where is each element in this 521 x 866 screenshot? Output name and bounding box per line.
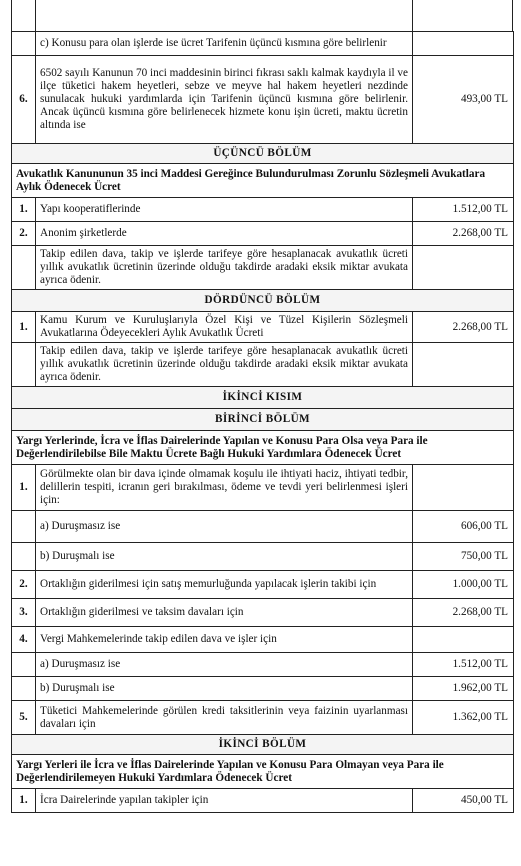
table-row — [12, 627, 514, 653]
part-heading: İKİNCİ KISIM — [12, 387, 514, 409]
row-text: Tüketici Mahkemelerinde görülen kredi taksitlerinin veya faizinin uyarlanması davaları için — [36, 701, 413, 735]
row-number — [12, 343, 36, 387]
row-number: 3. — [12, 599, 36, 627]
row-number — [12, 543, 36, 571]
table-row — [12, 653, 514, 677]
row-number: 6. — [12, 56, 36, 144]
row-text: Vergi Mahkemelerinde takip edilen dava ve işler için — [36, 627, 413, 653]
row-text: Ortaklığın giderilmesi için satış memurluğunda yapılacak işlerin takibi için — [36, 571, 413, 599]
table-row — [12, 701, 514, 735]
table-row — [12, 511, 514, 543]
row-number: 5. — [12, 701, 36, 735]
fee-tariff-table — [11, 31, 514, 813]
row-number — [12, 653, 36, 677]
row-amount: 1.000,00 TL — [413, 571, 514, 599]
row-text: Yapı kooperatiflerinde — [36, 198, 413, 222]
row-number — [12, 677, 36, 701]
section-heading: ÜÇÜNCÜ BÖLÜM — [12, 144, 514, 164]
row-amount: 1.512,00 TL — [413, 198, 514, 222]
row-amount: 606,00 TL — [413, 511, 514, 543]
row-amount: 2.268,00 TL — [413, 599, 514, 627]
row-text: 6502 sayılı Kanunun 70 inci maddesinin birinci fıkrası saklı kalmak kaydıyla il ve ilçe tüketici hakem heyetleri, sebze ve meyve hal hakem heyetleri nezdinde sunulacak hukuki yardımlarda için Tarifenin üçüncü kısmına göre belirlenir. Ancak üçüncü kısmına göre belirlenecek hizmete konu işin ücreti, maktu ücretin altında ise — [36, 56, 413, 144]
row-amount — [413, 32, 514, 56]
row-text: Görülmekte olan bir dava içinde olmamak koşulu ile ihtiyati haciz, ihtiyati tedbir, delillerin tespiti, icranın geri bırakılması, ödeme ve tevdi yeri belirlenmesi işleri için: — [36, 465, 413, 511]
table-row — [12, 343, 514, 387]
row-number: 1. — [12, 198, 36, 222]
row-text: a) Duruşmasız ise — [36, 511, 413, 543]
row-text: Ortaklığın giderilmesi ve taksim davaları için — [36, 599, 413, 627]
row-amount: 1.512,00 TL — [413, 653, 514, 677]
row-amount: 450,00 TL — [413, 789, 514, 813]
row-amount — [413, 246, 514, 290]
table-row — [12, 246, 514, 290]
section-heading: DÖRDÜNCÜ BÖLÜM — [12, 290, 514, 312]
table-row — [12, 677, 514, 701]
row-amount: 1.362,00 TL — [413, 701, 514, 735]
row-number — [12, 32, 36, 56]
row-number — [12, 246, 36, 290]
row-number: 4. — [12, 627, 36, 653]
table-row — [12, 312, 514, 343]
row-amount: 2.268,00 TL — [413, 222, 514, 246]
fee-tariff-document — [11, 31, 513, 813]
table-row — [12, 599, 514, 627]
table-row — [12, 789, 514, 813]
row-number: 2. — [12, 222, 36, 246]
table-row — [12, 571, 514, 599]
row-amount: 493,00 TL — [413, 56, 514, 144]
table-row — [12, 465, 514, 511]
section-subheading: Yargı Yerlerinde, İcra ve İflas Dairelerinde Yapılan ve Konusu Para Olsa veya Para ile Değerlendirilebilse Bile Maktu Ücrete Bağlı Hukuki Yardımlara Ödenecek Ücret — [12, 431, 514, 465]
row-text: Anonim şirketlerde — [36, 222, 413, 246]
row-note: Takip edilen dava, takip ve işlerde tarifeye göre hesaplanacak avukatlık ücreti yıllık avukatlık ücretinin üzerinde olduğu takdirde aradaki eksik miktar avukata ayrıca ödenir. — [36, 343, 413, 387]
top-cut-borders — [11, 0, 513, 31]
table-row — [12, 32, 514, 56]
row-text: İcra Dairelerinde yapılan takipler için — [36, 789, 413, 813]
row-amount — [413, 627, 514, 653]
row-amount: 2.268,00 TL — [413, 312, 514, 343]
row-number — [12, 511, 36, 543]
row-text: b) Duruşmalı ise — [36, 543, 413, 571]
row-number: 1. — [12, 465, 36, 511]
section-heading: İKİNCİ BÖLÜM — [12, 735, 514, 755]
section-heading: BİRİNCİ BÖLÜM — [12, 409, 514, 431]
row-text: c) Konusu para olan işlerde ise ücret Tarifenin üçüncü kısmına göre belirlenir — [36, 32, 413, 56]
table-row — [12, 222, 514, 246]
row-amount — [413, 465, 514, 511]
row-amount — [413, 343, 514, 387]
row-number: 1. — [12, 789, 36, 813]
row-text: b) Duruşmalı ise — [36, 677, 413, 701]
row-text: Kamu Kurum ve Kuruluşlarıyla Özel Kişi ve Tüzel Kişilerin Sözleşmeli Avukatlarına Ödeyecekleri Aylık Avukatlık Ücreti — [36, 312, 413, 343]
row-note: Takip edilen dava, takip ve işlerde tarifeye göre hesaplanacak avukatlık ücreti yıllık avukatlık ücretinin üzerinde olduğu takdirde aradaki eksik miktar avukata ayrıca ödenir. — [36, 246, 413, 290]
row-number: 2. — [12, 571, 36, 599]
table-row — [12, 543, 514, 571]
table-row — [12, 56, 514, 144]
table-row — [12, 198, 514, 222]
row-amount: 1.962,00 TL — [413, 677, 514, 701]
row-amount: 750,00 TL — [413, 543, 514, 571]
section-subheading: Avukatlık Kanununun 35 inci Maddesi Gereğince Bulundurulması Zorunlu Sözleşmeli Avukatlara Aylık Ödenecek Ücret — [12, 164, 514, 198]
row-text: a) Duruşmasız ise — [36, 653, 413, 677]
section-subheading: Yargı Yerleri ile İcra ve İflas Dairelerinde Yapılan ve Konusu Para Olmayan veya Para ile Değerlendirilemeyen Hukuki Yardımlara Ödenecek Ücret — [12, 755, 514, 789]
row-number: 1. — [12, 312, 36, 343]
